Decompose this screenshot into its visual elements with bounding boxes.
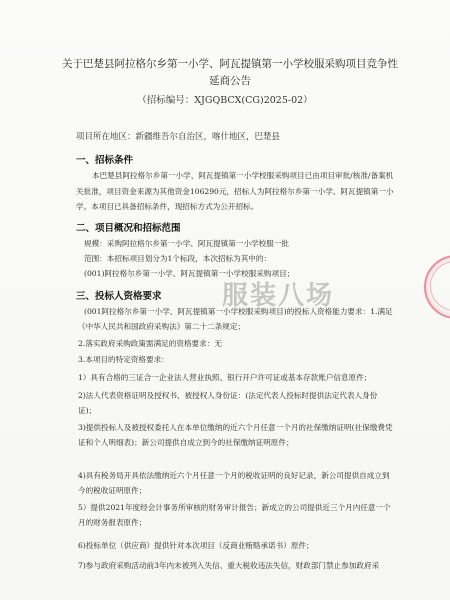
watermark-logo: 服装八场 bbox=[222, 281, 335, 311]
project-location: 项目所在地区：新疆维吾尔自治区，喀什地区，巴楚县 bbox=[76, 132, 281, 142]
document-title: 关于巴楚县阿拉格尔乡第一小学、阿瓦提镇第一小学校服采购项目竞争性延商公告 bbox=[62, 58, 398, 87]
section2-scale: 规模：采购阿拉格尔乡第一小学、阿瓦提镇第一小学校服一批 bbox=[84, 239, 290, 248]
bid-number: （招标编号：XJGQBCX(CG)2025-02） bbox=[137, 95, 313, 106]
requirement-item-7: 7)参与政府采购活动前3年内未被列入失信、重大税收违法失信，财政部门禁止参加政府采 bbox=[78, 561, 380, 570]
section2-lot: (001)阿拉格尔乡第一小学、阿瓦提镇第一小学校服采购项目； bbox=[84, 269, 295, 278]
section2-heading: 二、项目概况和招标范围 bbox=[76, 223, 181, 234]
requirement-3: 3.本项目的特定资格要求： bbox=[78, 355, 169, 364]
requirement-1: (001阿拉格尔乡第一小学、阿瓦提镇第一小学校服采购项目)的投标人资格能力要求：1.满足《中华人民共和国政府采购法》第二十二条规定； bbox=[78, 307, 393, 331]
requirement-item-1: 1）具有合格的三证合一企业法人营业执照、银行开户许可证或基本存款账户信息原件； bbox=[78, 373, 372, 382]
section1-heading: 一、招标条件 bbox=[76, 155, 134, 166]
section3-heading: 三、投标人资格要求 bbox=[76, 291, 162, 302]
requirement-item-4: 4)具有税务局开具依法缴纳近六个月任意一个月的税收证明的良好记录，新公司提供自成立到今的税收证明原件； bbox=[78, 471, 390, 495]
requirement-2: 2.落实政府采购政策需满足的资格要求：无 bbox=[78, 339, 222, 348]
requirement-item-2: 2)法人代表资格证明及授权书、被授权人身份证：(法定代表人投标时提供法定代表人身份证)； bbox=[78, 391, 378, 415]
section1-text: 本巴楚县阿拉格尔乡第一小学、阿瓦提镇第一小学校服采购项目已由项目审批/核准/备案机关批准，项目资金来源为其他资金106290元，招标人为阿拉格尔乡第一小学、阿瓦提镇第一小学。本项目已具备招标条件，现招标方式为公开招标。 bbox=[76, 171, 394, 211]
section2-scope: 范围：本招标项目划分为1个标段，本次招标为其中的： bbox=[84, 254, 272, 263]
requirement-item-6: 6)投标单位（供应商）提供针对本次项目（反商业贿赂承诺书）原件； bbox=[78, 541, 314, 550]
red-seal-stamp bbox=[424, 255, 450, 319]
requirement-item-3: 3)提供投标人及被授权委托人在本单位缴纳的近六个月任意一个月的社保缴纳证明(社保缴费凭证和个人明细表)；新公司提供自成立到今的社保缴纳证明原件； bbox=[78, 423, 393, 447]
requirement-item-5: 5）提供2021年度经会计事务所审核的财务审计报告；新成立的公司提供近三个月内任意一个月的财务报表原件； bbox=[78, 503, 391, 527]
